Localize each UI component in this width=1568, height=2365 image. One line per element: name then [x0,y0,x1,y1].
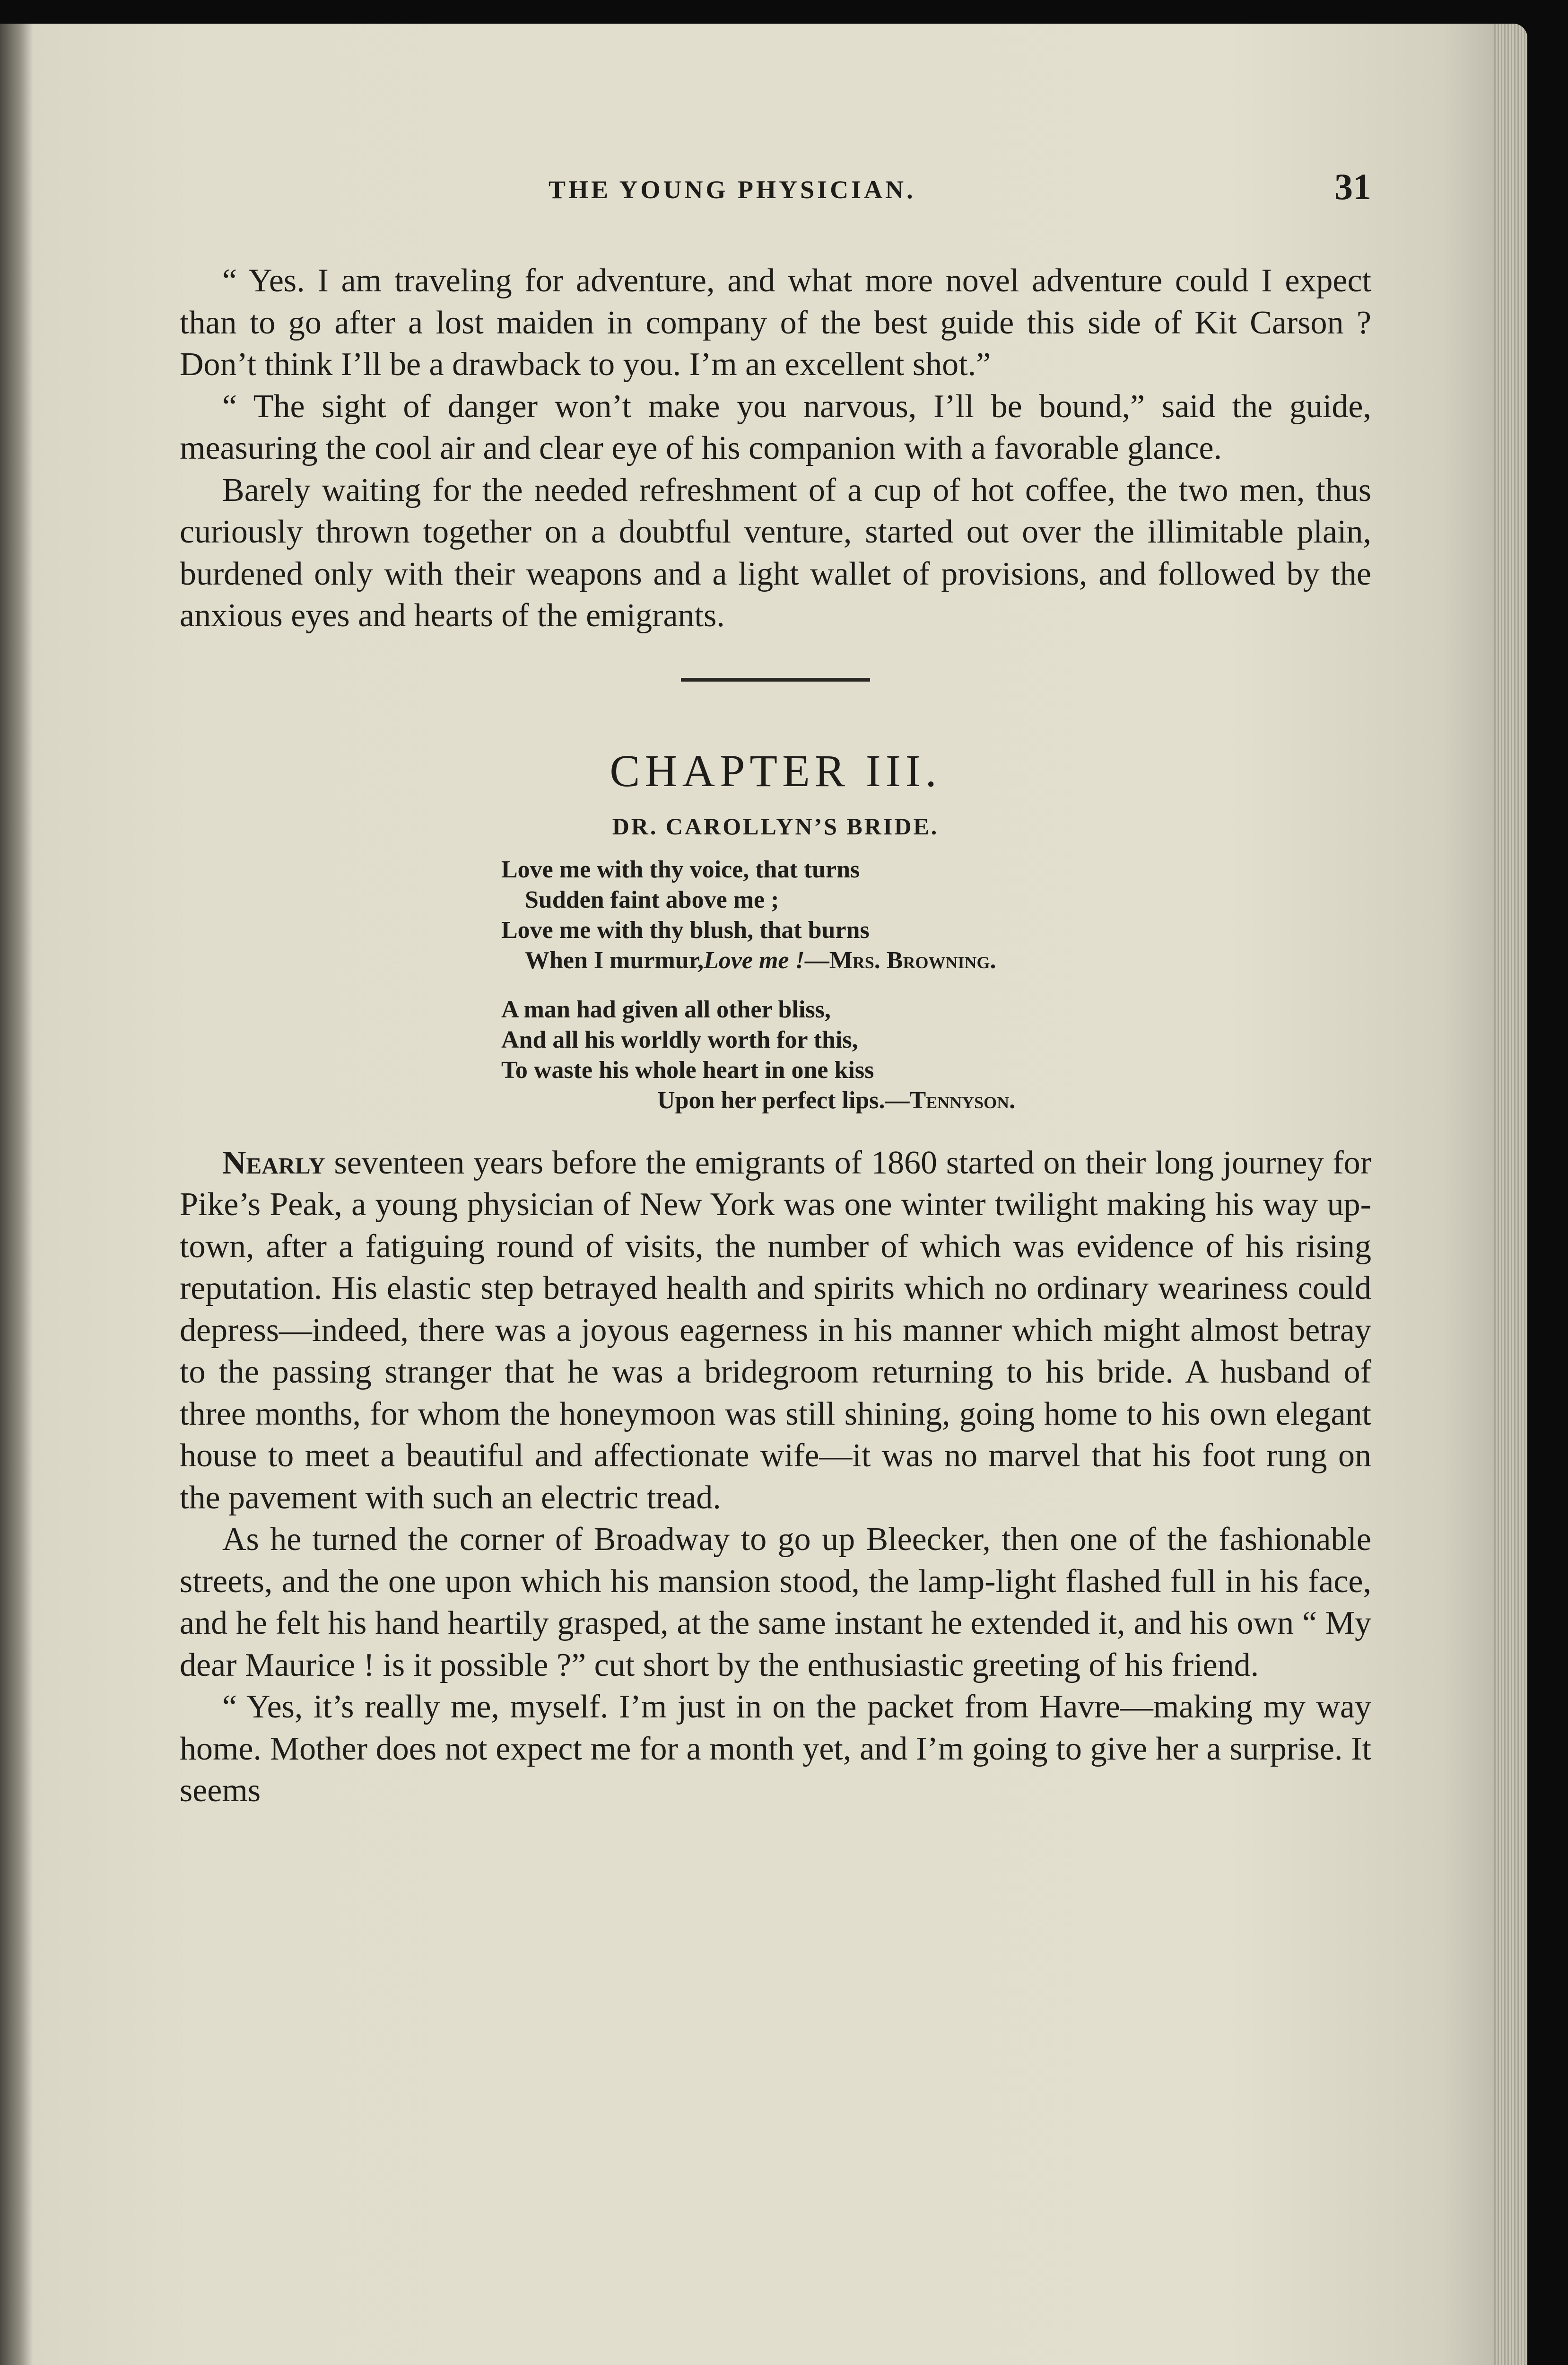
paragraph: Barely waiting for the needed refreshment of a cup of hot coffee, the two men, thus curiously thrown together on a doubtful venture, started out over the illimitable plain, burdened only with their weapons and a light wallet of provisions, and followed by the anxious eyes and hearts of the emigrants. [180,472,1371,634]
epigraph-line: And all his worldly worth for this, [501,1026,858,1053]
chapter-subtitle: DR. CAROLLYN’S BRIDE. [612,813,939,840]
paragraph: “ The sight of danger won’t make you narvous, I’ll be bound,” said the guide, measuring the cool air and clear eye of his companion with a favorable glance. [180,388,1371,466]
epigraph-text: When I murmur, [525,946,704,974]
section-divider [681,678,870,682]
epigraph-line: Love me with thy voice, that turns [501,856,860,883]
epigraph-line [501,1086,1371,1116]
book-gutter [0,24,33,2365]
paragraph [180,1142,1371,1519]
lead-word: Nearly [222,1144,325,1181]
epigraph-line: A man had given all other bliss, [501,996,831,1023]
chapter-body [180,1142,1371,1812]
epigraph-attribution: —Tennyson. [885,1086,1016,1114]
epigraph-line: Love me with thy blush, that burns [501,916,870,944]
page-number: 31 [1334,166,1371,207]
page-header [180,166,1371,218]
epigraph-browning [501,855,1371,1116]
paragraph-text: seventeen years before the emigrants of 1860 started on their long journey for Pike’s Peak, a young physician of New York was one winter twilight making his way up-town, after a fatiguing round of visits, the number of which was evidence of his rising reputation. His elastic step betrayed health and spirits which no ordinary weariness could depress—indeed, there was a joyous eagerness in his manner which might almost betray to the passing stranger that he was a bridegroom returning to his bride. A husband of three months, for whom the honeymoon was still shining, going home to his own elegant house to meet a beautiful and affectionate wife—it was no marvel that his foot rung on the pavement with such an electric tread. [180,1144,1371,1516]
epigraph-line [501,946,1371,976]
epigraph-attribution: —Mrs. Browning. [804,946,996,974]
epigraph-line: Sudden faint above me ; [525,886,779,913]
paragraph: “ Yes. I am traveling for adventure, and what more novel adventure could I expect than to go after a lost maiden in company of the best guide this side of Kit Carson ? Don’t think I’ll be a drawback to you. I’m an excellent shot.” [180,263,1371,383]
chapter-title: CHAPTER III. [610,745,941,796]
page-body [180,260,1371,1812]
epigraph-text: Upon her perfect lips. [657,1086,885,1114]
paragraph: “ Yes, it’s really me, myself. I’m just in on the packet from Havre—making my way home. Mother does not expect me for a month yet, and I’m going to give her a surprise. It seems [180,1689,1371,1809]
epigraph-emphasis: Love me ! [704,946,805,974]
epigraph-line: To waste his whole heart in one kiss [501,1056,874,1084]
paragraph: As he turned the corner of Broadway to go up Bleecker, then one of the fashionable streets, and the one upon which his mansion stood, the lamp-light flashed full in his face, and he felt his hand heartily grasped, at the same instant he extended it, and his own “ My dear Maurice ! is it possible ?” cut short by the enthusiastic greeting of his friend. [180,1521,1371,1683]
running-title: THE YOUNG PHYSICIAN. [549,175,916,204]
page-edges [1494,24,1527,2365]
book-page [0,24,1527,2365]
